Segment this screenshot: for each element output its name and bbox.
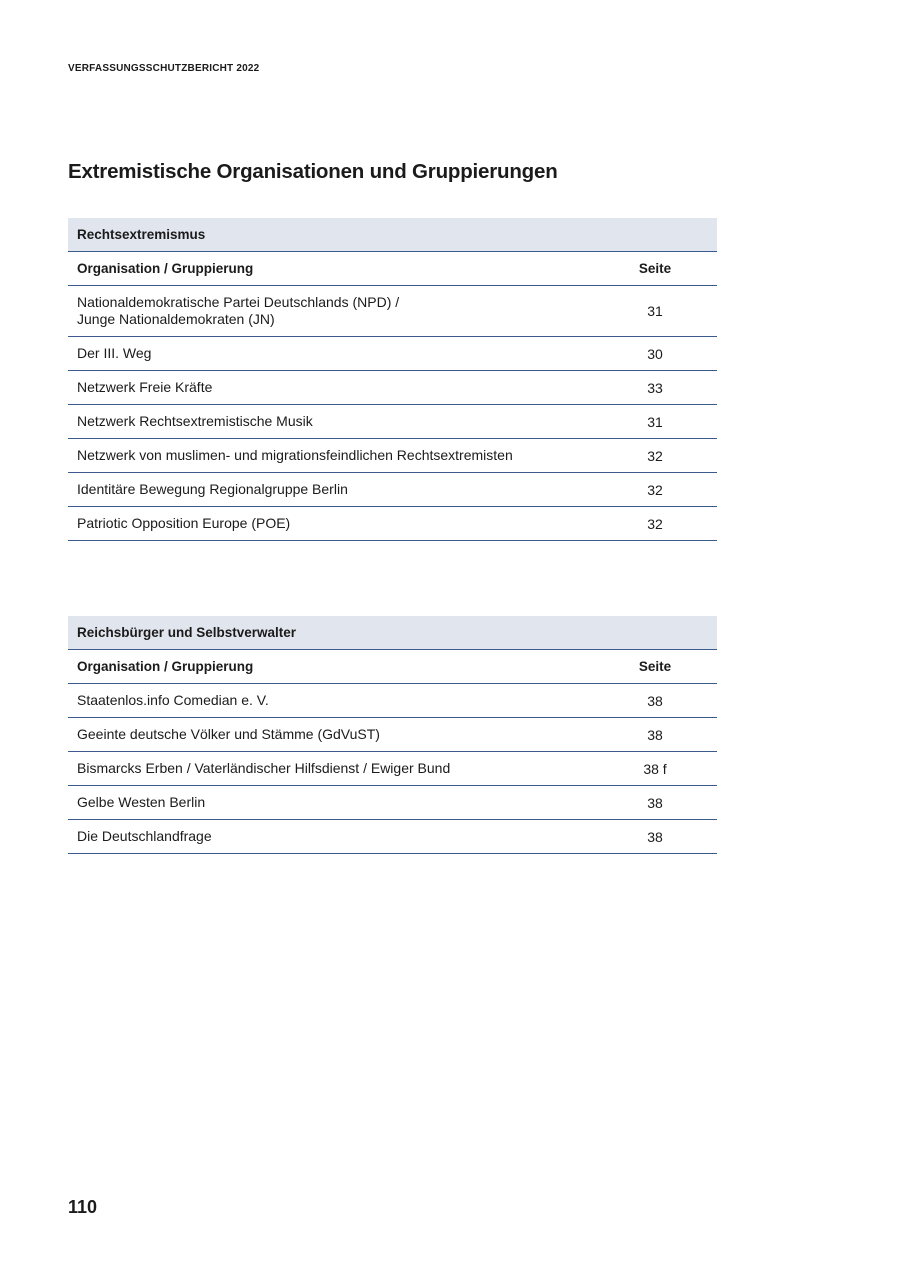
table-row xyxy=(68,405,717,439)
section-title: Reichsbürger und Selbstverwalter xyxy=(68,616,717,650)
table-row xyxy=(68,684,717,718)
table-row xyxy=(68,337,717,371)
section-title: Rechtsextremismus xyxy=(68,218,717,252)
organisation-name: Staatenlos.info Comedian e. V. xyxy=(68,684,599,718)
table-row xyxy=(68,752,717,786)
page-reference: 32 xyxy=(599,507,717,541)
page-reference: 38 xyxy=(599,718,717,752)
page-reference: 38 xyxy=(599,786,717,820)
page-reference: 32 xyxy=(599,473,717,507)
organisation-name: Netzwerk Freie Kräfte xyxy=(68,371,599,405)
organisation-name: Identitäre Bewegung Regionalgruppe Berlin xyxy=(68,473,599,507)
organisation-name: Die Deutschlandfrage xyxy=(68,820,599,854)
table-row xyxy=(68,439,717,473)
page-reference: 30 xyxy=(599,337,717,371)
page-reference: 32 xyxy=(599,439,717,473)
column-header-organisation: Organisation / Gruppierung xyxy=(68,252,599,286)
table-row xyxy=(68,718,717,752)
organisation-name: Gelbe Westen Berlin xyxy=(68,786,599,820)
table-row xyxy=(68,507,717,541)
column-header-row xyxy=(68,252,717,286)
page-reference: 31 xyxy=(599,286,717,337)
organisation-name-line: Nationaldemokratische Partei Deutschlands (NPD) / xyxy=(77,294,400,310)
column-header-page: Seite xyxy=(599,650,717,684)
table-reichsbuerger xyxy=(68,616,717,854)
page-reference: 33 xyxy=(599,371,717,405)
column-header-page: Seite xyxy=(599,252,717,286)
running-head: VERFASSUNGSSCHUTZBERICHT 2022 xyxy=(68,63,260,74)
organisation-name: Bismarcks Erben / Vaterländischer Hilfsdienst / Ewiger Bund xyxy=(68,752,599,786)
page-reference: 38 xyxy=(599,684,717,718)
table-row xyxy=(68,820,717,854)
page-title: Extremistische Organisationen und Gruppierungen xyxy=(68,160,558,183)
organisation-name: Patriotic Opposition Europe (POE) xyxy=(68,507,599,541)
organisation-name: Der III. Weg xyxy=(68,337,599,371)
organisation-name: Geeinte deutsche Völker und Stämme (GdVuST) xyxy=(68,718,599,752)
organisation-name: Netzwerk Rechtsextremistische Musik xyxy=(68,405,599,439)
table-row xyxy=(68,473,717,507)
page-reference: 38 f xyxy=(599,752,717,786)
column-header-row xyxy=(68,650,717,684)
table-row xyxy=(68,286,717,337)
organisation-name-line: Junge Nationaldemokraten (JN) xyxy=(77,311,275,327)
column-header-organisation: Organisation / Gruppierung xyxy=(68,650,599,684)
table-rechtsextremismus xyxy=(68,218,717,541)
table-row xyxy=(68,371,717,405)
organisation-name: Netzwerk von muslimen- und migrationsfeindlichen Rechtsextremisten xyxy=(68,439,599,473)
section-header-row xyxy=(68,616,717,650)
page-reference: 31 xyxy=(599,405,717,439)
organisation-name xyxy=(68,286,599,337)
page-number: 110 xyxy=(68,1197,98,1217)
page-reference: 38 xyxy=(599,820,717,854)
section-header-row xyxy=(68,218,717,252)
table-row xyxy=(68,786,717,820)
